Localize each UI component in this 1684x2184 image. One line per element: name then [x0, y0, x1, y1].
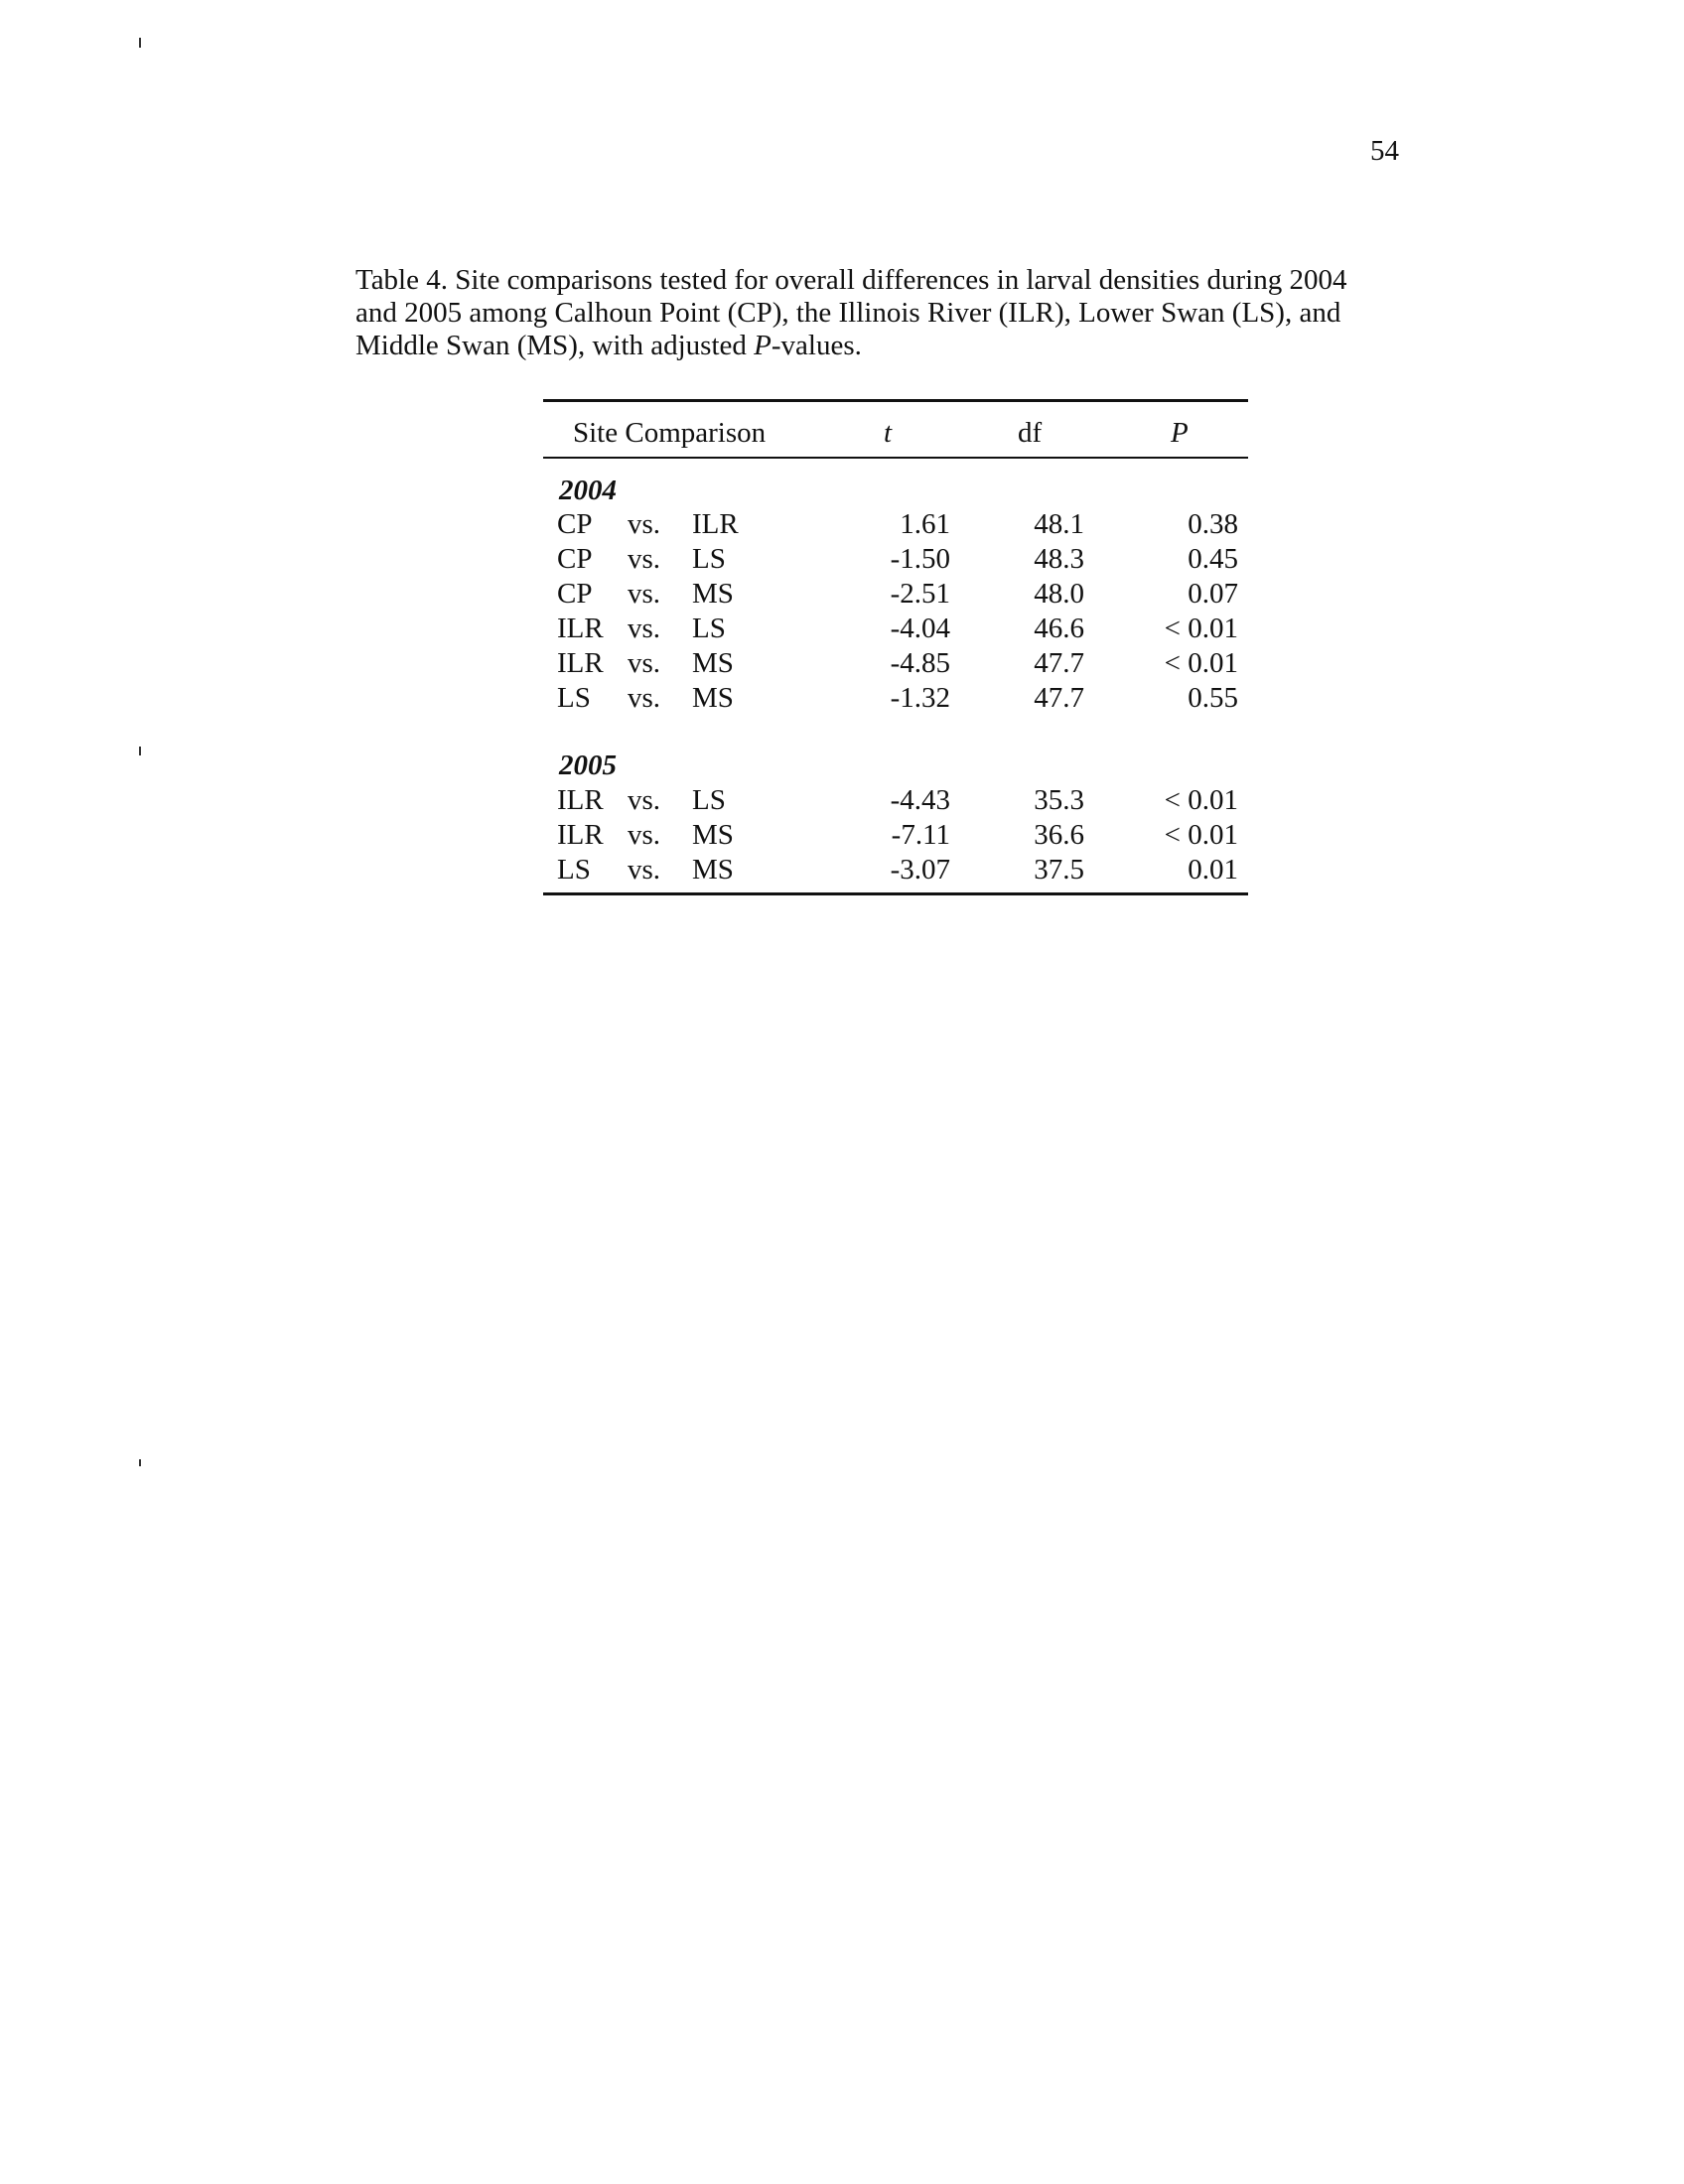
t-value: 1.61	[900, 508, 950, 540]
vs-label: vs.	[628, 784, 661, 816]
t-value: -1.32	[890, 682, 950, 714]
t-value: -1.50	[890, 543, 950, 575]
vs-label: vs.	[628, 682, 661, 714]
header-p: P	[1171, 417, 1189, 449]
caption-line: and 2005 among Calhoun Point (CP), the Illinois River (ILR), Lower Swan (LS), and	[355, 297, 1341, 329]
scan-artifact-mark	[139, 747, 141, 755]
df-value: 48.1	[1034, 508, 1084, 540]
site-a: ILR	[557, 613, 604, 644]
table-row	[543, 510, 1248, 545]
table-row	[543, 545, 1248, 580]
t-value: -7.11	[891, 819, 950, 851]
table-row	[543, 580, 1248, 614]
header-t: t	[884, 417, 893, 449]
site-a: ILR	[557, 784, 604, 816]
p-value: 0.45	[1188, 543, 1238, 575]
site-a: LS	[557, 682, 591, 714]
site-b: MS	[692, 819, 734, 851]
df-value: 36.6	[1034, 819, 1084, 851]
df-value: 47.7	[1034, 682, 1084, 714]
df-value: 48.0	[1034, 578, 1084, 610]
caption-italic-p: P	[754, 330, 772, 361]
vs-label: vs.	[628, 508, 661, 540]
df-value: 48.3	[1034, 543, 1084, 575]
site-b: LS	[692, 543, 726, 575]
table-top-rule	[543, 399, 1248, 402]
df-value: 37.5	[1034, 854, 1084, 886]
site-b: MS	[692, 682, 734, 714]
scan-artifact-mark	[139, 38, 141, 48]
site-b: MS	[692, 578, 734, 610]
site-a: CP	[557, 543, 593, 575]
table-header-rule	[543, 457, 1248, 459]
table-row	[543, 821, 1248, 856]
site-b: MS	[692, 854, 734, 886]
site-a: ILR	[557, 819, 604, 851]
table-row	[543, 684, 1248, 719]
vs-label: vs.	[628, 854, 661, 886]
table-row	[543, 786, 1248, 821]
vs-label: vs.	[628, 647, 661, 679]
t-value: -4.85	[890, 647, 950, 679]
vs-label: vs.	[628, 613, 661, 644]
caption-text: Middle Swan (MS), with adjusted	[355, 330, 755, 361]
header-site-comparison: Site Comparison	[573, 417, 767, 449]
table-bottom-rule	[543, 892, 1248, 895]
table-row	[543, 856, 1248, 890]
p-value: < 0.01	[1164, 819, 1238, 851]
vs-label: vs.	[628, 578, 661, 610]
p-value: 0.55	[1188, 682, 1238, 714]
comparison-table	[543, 399, 1248, 897]
page-number: 54	[1370, 135, 1399, 167]
p-value: < 0.01	[1164, 613, 1238, 644]
caption-text: -values.	[771, 330, 862, 361]
df-value: 35.3	[1034, 784, 1084, 816]
site-b: ILR	[692, 508, 739, 540]
header-df: df	[1018, 417, 1043, 449]
site-a: LS	[557, 854, 591, 886]
t-value: -4.04	[890, 613, 950, 644]
vs-label: vs.	[628, 819, 661, 851]
t-value: -4.43	[890, 784, 950, 816]
scan-artifact-mark	[139, 1459, 141, 1466]
t-value: -2.51	[890, 578, 950, 610]
df-value: 46.6	[1034, 613, 1084, 644]
site-b: LS	[692, 784, 726, 816]
df-value: 47.7	[1034, 647, 1084, 679]
caption-line	[355, 330, 1428, 362]
p-value: < 0.01	[1164, 784, 1238, 816]
p-value: < 0.01	[1164, 647, 1238, 679]
caption-line: Table 4. Site comparisons tested for overall differences in larval densities during 2004	[355, 264, 1347, 296]
site-b: MS	[692, 647, 734, 679]
p-value: 0.01	[1188, 854, 1238, 886]
table-row	[543, 649, 1248, 684]
t-value: -3.07	[890, 854, 950, 886]
p-value: 0.07	[1188, 578, 1238, 610]
year-label-2005: 2005	[559, 750, 617, 781]
table-row	[543, 614, 1248, 649]
site-a: CP	[557, 508, 593, 540]
site-a: ILR	[557, 647, 604, 679]
site-b: LS	[692, 613, 726, 644]
vs-label: vs.	[628, 543, 661, 575]
site-a: CP	[557, 578, 593, 610]
year-label-2004: 2004	[559, 475, 617, 506]
p-value: 0.38	[1188, 508, 1238, 540]
table-caption	[355, 264, 1428, 362]
